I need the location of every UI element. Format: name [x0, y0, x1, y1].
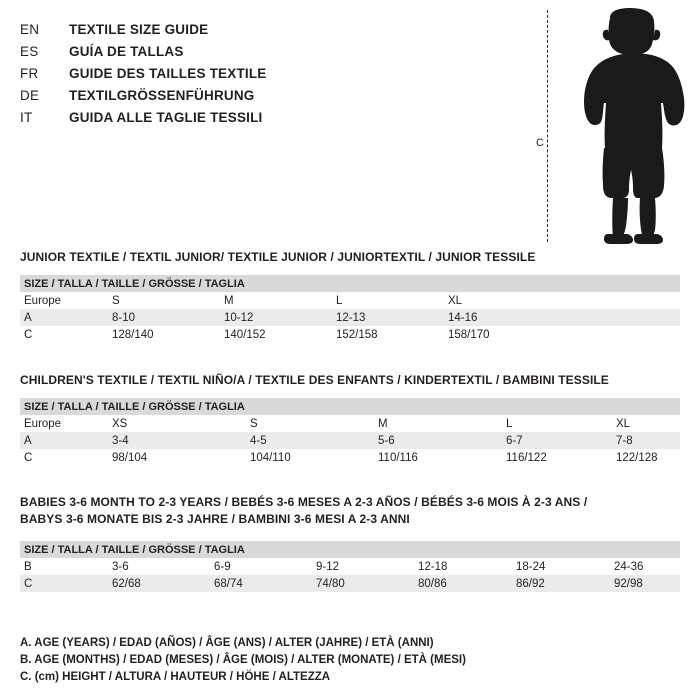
row-label: B — [24, 560, 32, 573]
legend-item-height: C. (cm) HEIGHT / ALTURA / HAUTEUR / HÖHE / ALTEZZA — [20, 671, 331, 683]
row-label: C — [24, 451, 33, 464]
legend-item-age-months: B. AGE (MONTHS) / EDAD (MESES) / ÂGE (MOIS) / ALTER (MONATE) / ETÀ (MESI) — [20, 654, 466, 666]
language-row — [20, 22, 500, 44]
row-value: XL — [448, 294, 463, 307]
language-title: TEXTILGRÖSSENFÜHRUNG — [69, 88, 255, 103]
language-title: GUIDE DES TAILLES TEXTILE — [69, 66, 267, 81]
height-measure-figure — [510, 8, 690, 246]
row-value: S — [250, 417, 258, 430]
language-code: EN — [20, 22, 40, 37]
row-value: M — [224, 294, 234, 307]
row-value: 110/116 — [378, 451, 418, 464]
row-value: 12-18 — [418, 560, 448, 573]
language-code: ES — [20, 44, 39, 59]
band-label: SIZE / TALLA / TAILLE / GRÖSSE / TAGLIA — [24, 400, 245, 413]
table-row — [20, 449, 680, 466]
language-title-list — [20, 22, 500, 132]
row-value: L — [336, 294, 343, 307]
row-value: 4-5 — [250, 434, 267, 447]
row-value: 14-16 — [448, 311, 478, 324]
language-row — [20, 44, 500, 66]
babies-size-table — [20, 541, 680, 592]
section-heading-babies-line1: BABIES 3-6 MONTH TO 2-3 YEARS / BEBÉS 3-6 MESES A 2-3 AÑOS / BÉBÉS 3-6 MOIS À 2-3 ANS / — [20, 495, 588, 509]
row-spacer — [556, 309, 680, 326]
row-spacer — [556, 326, 680, 343]
table-row — [20, 309, 680, 326]
language-code: DE — [20, 88, 40, 103]
row-label: C — [24, 577, 33, 590]
row-value: 8-10 — [112, 311, 136, 324]
row-value: 128/140 — [112, 328, 154, 341]
section-heading-babies-line2: BABYS 3-6 MONATE BIS 2-3 JAHRE / BAMBINI 3-6 MESI A 2-3 ANNI — [20, 512, 410, 526]
table-row — [20, 432, 680, 449]
row-value: L — [506, 417, 513, 430]
measurement-legend — [20, 635, 466, 686]
row-value: 98/104 — [112, 451, 148, 464]
table-row — [20, 558, 680, 575]
row-value: 18-24 — [516, 560, 546, 573]
row-value: 122/128 — [616, 451, 658, 464]
row-value: 24-36 — [614, 560, 644, 573]
band-label: SIZE / TALLA / TAILLE / GRÖSSE / TAGLIA — [24, 277, 245, 290]
language-title: GUÍA DE TALLAS — [69, 44, 184, 59]
row-value: 92/98 — [614, 577, 643, 590]
row-value: 7-8 — [616, 434, 633, 447]
row-value: S — [112, 294, 120, 307]
row-value: 5-6 — [378, 434, 395, 447]
row-value: 6-7 — [506, 434, 523, 447]
row-value: 12-13 — [336, 311, 366, 324]
band-label: SIZE / TALLA / TAILLE / GRÖSSE / TAGLIA — [24, 543, 245, 556]
language-row — [20, 88, 500, 110]
height-dashed-line — [547, 10, 548, 242]
row-value: 10-12 — [224, 311, 254, 324]
row-value: 80/86 — [418, 577, 447, 590]
section-heading-children: CHILDREN'S TEXTILE / TEXTIL NIÑO/A / TEXTILE DES ENFANTS / KINDERTEXTIL / BAMBINI TESSILE — [20, 373, 609, 387]
row-value: 68/74 — [214, 577, 243, 590]
language-row — [20, 110, 500, 132]
row-value: 74/80 — [316, 577, 345, 590]
row-value: 104/110 — [250, 451, 291, 464]
row-label: Europe — [24, 294, 62, 307]
row-value: 6-9 — [214, 560, 231, 573]
table-row — [20, 575, 680, 592]
row-label: A — [24, 434, 32, 447]
table-row — [20, 415, 680, 432]
legend-item-age-years: A. AGE (YEARS) / EDAD (AÑOS) / ÂGE (ANS) / ALTER (JAHRE) / ETÀ (ANNI) — [20, 637, 434, 649]
language-title: GUIDA ALLE TAGLIE TESSILI — [69, 110, 263, 125]
row-spacer — [556, 292, 680, 309]
language-row — [20, 66, 500, 88]
language-code: FR — [20, 66, 39, 81]
baby-silhouette-icon — [558, 8, 688, 244]
height-measure-label: C — [536, 137, 544, 149]
row-label: Europe — [24, 417, 62, 430]
table-row — [20, 326, 680, 343]
table-row — [20, 292, 680, 309]
children-size-table — [20, 398, 680, 466]
row-value: 9-12 — [316, 560, 340, 573]
junior-size-table — [20, 275, 680, 343]
row-value: XL — [616, 417, 631, 430]
row-value: 116/122 — [506, 451, 547, 464]
section-heading-junior: JUNIOR TEXTILE / TEXTIL JUNIOR/ TEXTILE JUNIOR / JUNIORTEXTIL / JUNIOR TESSILE — [20, 250, 536, 264]
table-band-row — [20, 275, 680, 292]
row-value: 86/92 — [516, 577, 545, 590]
row-label: C — [24, 328, 33, 341]
row-value: 152/158 — [336, 328, 378, 341]
row-value: 158/170 — [448, 328, 490, 341]
language-code: IT — [20, 110, 33, 125]
language-title: TEXTILE SIZE GUIDE — [69, 22, 209, 37]
row-value: 62/68 — [112, 577, 141, 590]
table-band-row — [20, 541, 680, 558]
row-value: M — [378, 417, 388, 430]
table-band-row — [20, 398, 680, 415]
row-value: XS — [112, 417, 128, 430]
row-label: A — [24, 311, 32, 324]
row-value: 140/152 — [224, 328, 266, 341]
row-value: 3-6 — [112, 560, 129, 573]
row-value: 3-4 — [112, 434, 129, 447]
